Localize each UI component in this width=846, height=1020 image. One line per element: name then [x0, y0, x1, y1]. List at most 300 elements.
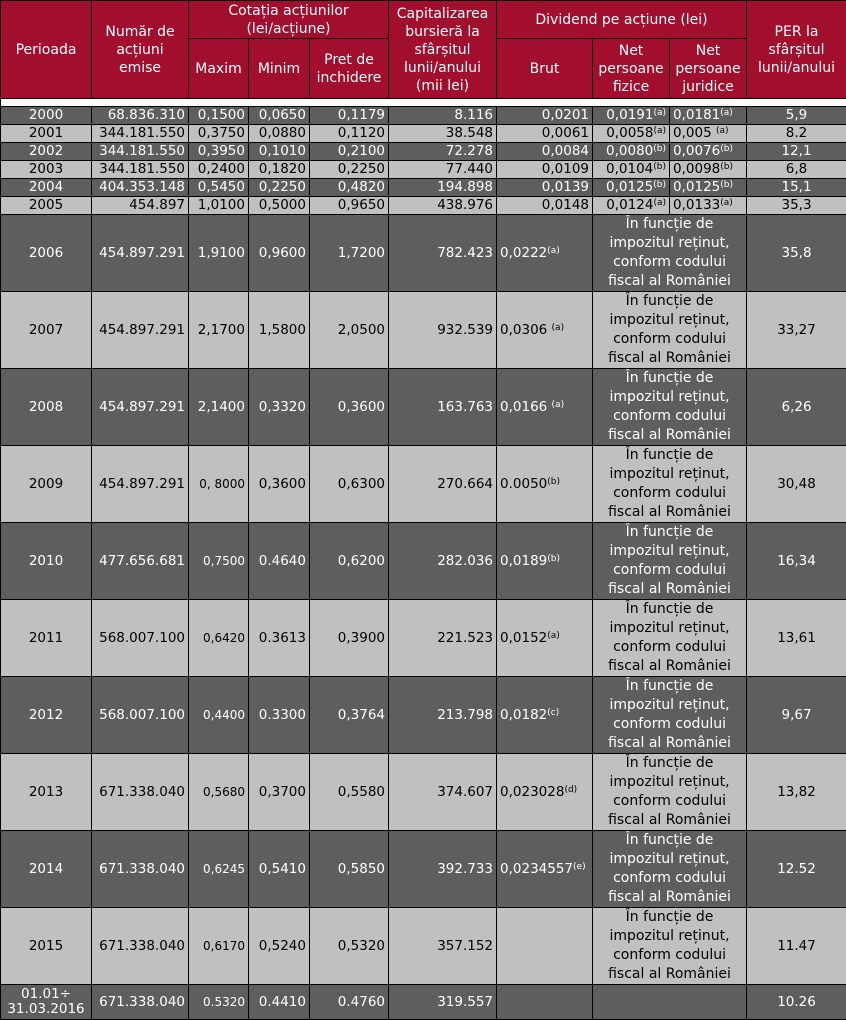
cell-close [310, 292, 389, 369]
cell-brut [497, 143, 593, 161]
cell-shares [92, 161, 189, 179]
cell-min [249, 179, 310, 197]
table-row [1, 179, 846, 197]
cell-close-value: 0,4820 [338, 179, 385, 195]
cell-shares [92, 677, 189, 754]
cell-close-value: 0,5850 [338, 861, 385, 877]
cell-per [747, 107, 846, 125]
cell-net-note: În funcție de impozitul reținut, conform codului fiscal al României [593, 215, 747, 292]
cell-per [747, 125, 846, 143]
cell-brut-value: 0,0306 [500, 322, 552, 338]
cell-shares-value: 454.897.291 [99, 476, 185, 492]
cell-min-value: 0.3613 [259, 630, 306, 646]
cell-max [189, 125, 249, 143]
cell-shares [92, 446, 189, 523]
cell-period [1, 754, 92, 831]
cell-cap [389, 446, 497, 523]
table-row [1, 523, 846, 600]
cell-cap [389, 215, 497, 292]
cell-net-fizice-value: 0,0058 [606, 125, 653, 141]
cell-net-fizice [593, 179, 670, 197]
cell-period-value: 2006 [29, 245, 63, 261]
cell-cap-value: 270.664 [437, 476, 493, 492]
cell-close [310, 215, 389, 292]
cell-per-value: 8.2 [786, 125, 807, 141]
cell-cap [389, 523, 497, 600]
cell-brut [497, 179, 593, 197]
cell-min [249, 292, 310, 369]
cell-period-value: 2013 [29, 784, 63, 800]
cell-shares-value: 454.897.291 [99, 245, 185, 261]
cell-brut-value: 0,0084 [542, 143, 589, 159]
cell-shares-value: 477.656.681 [99, 553, 185, 569]
table-row [1, 677, 846, 754]
cell-shares-value: 404.353.148 [99, 179, 185, 195]
cell-cap-value: 38.548 [446, 125, 493, 141]
cell-net-juridice-footnote: (b) [720, 180, 733, 190]
cell-brut [497, 215, 593, 292]
cell-period-line1: 01.01÷ [4, 987, 88, 1002]
cell-per [747, 523, 846, 600]
cell-max [189, 369, 249, 446]
cell-min-value: 0,5240 [259, 938, 306, 954]
cell-net-fizice [593, 161, 670, 179]
cell-net-fizice [593, 143, 670, 161]
cell-brut-footnote: (a) [547, 631, 560, 641]
cell-period-value: 2003 [29, 161, 63, 177]
cell-period-value: 2007 [29, 322, 63, 338]
table-row [1, 143, 846, 161]
cell-period-value: 2008 [29, 399, 63, 415]
cell-cap [389, 125, 497, 143]
cell-per-value: 13,82 [777, 784, 816, 800]
cell-shares [92, 908, 189, 985]
cell-max-value: 2,1400 [198, 399, 245, 415]
cell-min-value: 0,0880 [259, 125, 306, 141]
header-perioada: Perioada [1, 1, 92, 99]
cell-shares-value: 671.338.040 [99, 784, 185, 800]
cell-cap-value: 213.798 [437, 707, 493, 723]
cell-per [747, 143, 846, 161]
cell-net-fizice-value: 0,0125 [606, 179, 653, 195]
cell-per-value: 12.52 [777, 861, 816, 877]
cell-period-value: 2000 [29, 107, 63, 123]
cell-shares-value: 454.897.291 [99, 399, 185, 415]
cell-brut [497, 754, 593, 831]
cell-shares-value: 344.181.550 [99, 143, 185, 159]
cell-max [189, 831, 249, 908]
cell-max-value: 0,6420 [203, 631, 245, 645]
cell-brut-value: 0,0201 [542, 107, 589, 123]
cell-max [189, 292, 249, 369]
cell-min-value: 0.4640 [259, 553, 306, 569]
cell-shares [92, 197, 189, 215]
cell-cap-value: 374.607 [437, 784, 493, 800]
table-row [1, 754, 846, 831]
cell-net-juridice-footnote: (b) [720, 144, 733, 154]
cell-net-fizice-value: 0,0191 [606, 107, 653, 123]
cell-max-value: 0,7500 [203, 554, 245, 568]
cell-cap-value: 438.976 [437, 197, 493, 213]
cell-net-juridice-value: 0,0133 [673, 197, 720, 213]
cell-shares-value: 344.181.550 [99, 161, 185, 177]
cell-min-value: 0,5000 [259, 197, 306, 213]
cell-close-value: 0,3600 [338, 399, 385, 415]
cell-shares [92, 107, 189, 125]
cell-net-juridice-footnote: (b) [720, 162, 733, 172]
cell-max [189, 143, 249, 161]
cell-min-value: 1,5800 [259, 322, 306, 338]
cell-max-value: 0,5680 [203, 785, 245, 799]
cell-max [189, 523, 249, 600]
cell-brut-footnote: (b) [547, 554, 560, 564]
cell-period [1, 161, 92, 179]
cell-net-note: În funcție de impozitul reținut, conform codului fiscal al României [593, 292, 747, 369]
cell-brut-value: 0,0061 [542, 125, 589, 141]
cell-cap [389, 161, 497, 179]
cell-per-value: 15,1 [781, 179, 811, 195]
cell-net-fizice-footnote: (b) [653, 162, 666, 172]
cell-max-value: 0,6170 [203, 939, 245, 953]
cell-shares [92, 292, 189, 369]
cell-max-value: 0,3750 [198, 125, 245, 141]
cell-min [249, 523, 310, 600]
cell-max-value: 0,5450 [198, 179, 245, 195]
cell-shares-value: 68.836.310 [108, 107, 185, 123]
cell-cap-value: 221.523 [437, 630, 493, 646]
cell-brut [497, 908, 593, 985]
cell-cap [389, 107, 497, 125]
cell-min [249, 107, 310, 125]
cell-shares [92, 179, 189, 197]
cell-per [747, 292, 846, 369]
cell-brut-value: 0,0139 [542, 179, 589, 195]
cell-brut-footnote: (e) [573, 862, 586, 872]
header-dividend: Dividend pe acțiune (lei) [497, 1, 747, 39]
cell-per-value: 6,26 [781, 399, 811, 415]
cell-shares [92, 125, 189, 143]
cell-net-note: În funcție de impozitul reținut, conform codului fiscal al României [593, 369, 747, 446]
cell-net-juridice [670, 107, 747, 125]
cell-brut-footnote: (d) [564, 785, 577, 795]
cell-shares [92, 985, 189, 1020]
cell-min [249, 677, 310, 754]
cell-close-value: 0,2100 [338, 143, 385, 159]
cell-net-fizice-value: 0,0124 [606, 197, 653, 213]
cell-period [1, 985, 92, 1020]
cell-min [249, 600, 310, 677]
cell-min [249, 143, 310, 161]
cell-shares-value: 671.338.040 [99, 994, 185, 1010]
cell-net-fizice-value: 0,0080 [606, 143, 653, 159]
cell-shares-value: 454.897 [129, 197, 185, 213]
cell-per-value: 12,1 [781, 143, 811, 159]
header-numar-actiuni: Număr de acțiuni emise [92, 1, 189, 99]
cell-per [747, 369, 846, 446]
header-net-fizice: Net persoane fizice [593, 39, 670, 99]
cell-cap-value: 77.440 [446, 161, 493, 177]
cell-close-value: 0,1179 [338, 107, 385, 123]
cell-period-line2: 31.03.2016 [4, 1002, 88, 1017]
cell-period [1, 523, 92, 600]
cell-period-value: 2014 [29, 861, 63, 877]
cell-cap-value: 782.423 [437, 245, 493, 261]
cell-period [1, 179, 92, 197]
cell-close [310, 179, 389, 197]
cell-cap [389, 677, 497, 754]
cell-close-value: 0,6300 [338, 476, 385, 492]
cell-cap [389, 600, 497, 677]
cell-close [310, 985, 389, 1020]
cell-cap-value: 72.278 [446, 143, 493, 159]
table-row [1, 292, 846, 369]
cell-max [189, 908, 249, 985]
cell-shares [92, 600, 189, 677]
cell-net-juridice [670, 197, 747, 215]
cell-period [1, 369, 92, 446]
cell-net-juridice-value: 0,005 [673, 125, 716, 141]
cell-max-value: 0.5320 [203, 995, 245, 1009]
cell-per-value: 16,34 [777, 553, 816, 569]
table-row [1, 908, 846, 985]
cell-shares-value: 344.181.550 [99, 125, 185, 141]
cell-brut-value: 0,0234557 [500, 861, 573, 877]
cell-max-value: 1,0100 [198, 197, 245, 213]
cell-brut-value: 0,0166 [500, 399, 552, 415]
cell-net-juridice [670, 125, 747, 143]
cell-per [747, 179, 846, 197]
cell-brut [497, 831, 593, 908]
cell-max-value: 0,2400 [198, 161, 245, 177]
cell-net-juridice-footnote: (a) [720, 108, 733, 118]
cell-cap [389, 369, 497, 446]
cell-max [189, 754, 249, 831]
cell-max [189, 677, 249, 754]
cell-per-value: 11.47 [777, 938, 816, 954]
cell-per-value: 10.26 [777, 994, 816, 1010]
cell-min-value: 0.4410 [259, 994, 306, 1010]
cell-net-fizice-footnote: (a) [653, 108, 666, 118]
cell-net-note: În funcție de impozitul reținut, conform codului fiscal al României [593, 831, 747, 908]
cell-per [747, 831, 846, 908]
cell-shares [92, 369, 189, 446]
cell-max-value: 0,6245 [203, 862, 245, 876]
header-cotatia: Cotația acțiunilor (lei/acțiune) [189, 1, 389, 39]
cell-per [747, 985, 846, 1020]
cell-close [310, 908, 389, 985]
cell-brut [497, 161, 593, 179]
cell-brut-footnote: (c) [547, 708, 559, 718]
cell-net-juridice-value: 0,0076 [673, 143, 720, 159]
cell-net-note: În funcție de impozitul reținut, conform codului fiscal al României [593, 523, 747, 600]
cell-brut-footnote: (a) [552, 323, 565, 333]
cell-period-value: 2012 [29, 707, 63, 723]
table-row [1, 446, 846, 523]
cell-net-note: În funcție de impozitul reținut, conform codului fiscal al României [593, 754, 747, 831]
cell-cap [389, 908, 497, 985]
cell-shares [92, 215, 189, 292]
cell-period-value: 2010 [29, 553, 63, 569]
cell-brut [497, 523, 593, 600]
cell-brut-value: 0,023028 [500, 784, 564, 800]
cell-period [1, 197, 92, 215]
cell-close [310, 600, 389, 677]
header-maxim: Maxim [189, 39, 249, 99]
cell-per-value: 33,27 [777, 322, 816, 338]
cell-min [249, 985, 310, 1020]
cell-max-value: 0,1500 [198, 107, 245, 123]
cell-max [189, 107, 249, 125]
cell-min [249, 197, 310, 215]
cell-min-value: 0,2250 [259, 179, 306, 195]
cell-min-value: 0,5410 [259, 861, 306, 877]
cell-period [1, 600, 92, 677]
cell-period [1, 677, 92, 754]
cell-shares [92, 831, 189, 908]
cell-net-fizice-footnote: (a) [653, 198, 666, 208]
cell-close-value: 0,5580 [338, 784, 385, 800]
cell-per [747, 161, 846, 179]
cell-brut-value: 0,0152 [500, 630, 547, 646]
cell-close [310, 125, 389, 143]
cell-brut-value: 0,0109 [542, 161, 589, 177]
cell-per [747, 446, 846, 523]
header-pret-inchidere: Pret de inchidere [310, 39, 389, 99]
cell-cap-value: 392.733 [437, 861, 493, 877]
cell-brut [497, 677, 593, 754]
cell-per [747, 215, 846, 292]
header-capitalizarea: Capitalizarea bursieră la sfârșitul lunii/anului (mii lei) [389, 1, 497, 99]
cell-shares-value: 671.338.040 [99, 861, 185, 877]
cell-brut [497, 197, 593, 215]
table-row [1, 125, 846, 143]
table-body [1, 99, 846, 1020]
table-row [1, 197, 846, 215]
cell-shares-value: 568.007.100 [99, 707, 185, 723]
cell-brut-value: 0,0148 [542, 197, 589, 213]
cell-shares [92, 143, 189, 161]
cell-shares-value: 568.007.100 [99, 630, 185, 646]
cell-per-value: 9,67 [781, 707, 811, 723]
cell-per [747, 908, 846, 985]
cell-close [310, 446, 389, 523]
cell-min-value: 0,3320 [259, 399, 306, 415]
cell-shares [92, 523, 189, 600]
cell-min [249, 161, 310, 179]
cell-brut [497, 985, 593, 1020]
cell-cap-value: 357.152 [437, 938, 493, 954]
cell-net-juridice-footnote: (a) [720, 198, 733, 208]
header-minim: Minim [249, 39, 310, 99]
cell-min [249, 754, 310, 831]
cell-min-value: 0,0650 [259, 107, 306, 123]
cell-close-value: 0.4760 [338, 994, 385, 1010]
cell-max [189, 215, 249, 292]
cell-cap [389, 197, 497, 215]
cell-per [747, 677, 846, 754]
cell-net-fizice-value: 0,0104 [606, 161, 653, 177]
cell-shares-value: 671.338.040 [99, 938, 185, 954]
cell-net-empty [593, 985, 747, 1020]
cell-min [249, 446, 310, 523]
cell-net-note: În funcție de impozitul reținut, conform codului fiscal al României [593, 600, 747, 677]
table-row [1, 369, 846, 446]
cell-close [310, 369, 389, 446]
cell-net-juridice [670, 143, 747, 161]
cell-net-fizice [593, 125, 670, 143]
header-per: PER la sfârșitul lunii/anului [747, 1, 846, 99]
cell-net-note: În funcție de impozitul reținut, conform codului fiscal al României [593, 677, 747, 754]
header-net-juridice: Net persoane juridice [670, 39, 747, 99]
cell-per-value: 35,8 [781, 245, 811, 261]
cell-period-value: 2005 [29, 197, 63, 213]
cell-cap-value: 282.036 [437, 553, 493, 569]
cell-per [747, 754, 846, 831]
cell-brut [497, 446, 593, 523]
cell-close [310, 161, 389, 179]
cell-per [747, 600, 846, 677]
cell-net-juridice [670, 161, 747, 179]
cell-min [249, 215, 310, 292]
cell-cap [389, 292, 497, 369]
cell-max [189, 197, 249, 215]
cell-shares-value: 454.897.291 [99, 322, 185, 338]
cell-period-value: 2002 [29, 143, 63, 159]
cell-cap [389, 831, 497, 908]
cell-cap-value: 319.557 [437, 994, 493, 1010]
table-row [1, 161, 846, 179]
cell-brut-value: 0.0050 [500, 476, 547, 492]
cell-per-value: 35,3 [781, 197, 811, 213]
cell-cap-value: 194.898 [437, 179, 493, 195]
cell-net-fizice-footnote: (b) [653, 180, 666, 190]
cell-net-fizice-footnote: (b) [653, 144, 666, 154]
cell-period-value: 2001 [29, 125, 63, 141]
cell-min-value: 0,1010 [259, 143, 306, 159]
cell-net-juridice-value: 0,0098 [673, 161, 720, 177]
cell-close [310, 754, 389, 831]
cell-period-value: 2004 [29, 179, 63, 195]
cell-cap [389, 143, 497, 161]
cell-close [310, 197, 389, 215]
cell-max-value: 0, 8000 [199, 477, 245, 491]
header-brut: Brut [497, 39, 593, 99]
cell-net-fizice [593, 107, 670, 125]
cell-period-value: 2011 [29, 630, 63, 646]
cell-max-value: 0,4400 [203, 708, 245, 722]
cell-period [1, 215, 92, 292]
cell-period [1, 107, 92, 125]
cell-close-value: 2,0500 [338, 322, 385, 338]
cell-brut [497, 600, 593, 677]
cell-period [1, 143, 92, 161]
cell-per-value: 13,61 [777, 630, 816, 646]
cell-period [1, 831, 92, 908]
cell-close-value: 0,3900 [338, 630, 385, 646]
cell-net-fizice-footnote: (a) [653, 126, 666, 136]
cell-max-value: 2,1700 [198, 322, 245, 338]
cell-min-value: 0,3700 [259, 784, 306, 800]
cell-max [189, 985, 249, 1020]
cell-net-note: În funcție de impozitul reținut, conform codului fiscal al României [593, 908, 747, 985]
cell-period-value: 2009 [29, 476, 63, 492]
cell-brut-value: 0,0182 [500, 707, 547, 723]
cell-min [249, 908, 310, 985]
cell-net-juridice-value: 0,0125 [673, 179, 720, 195]
cell-close-value: 0,9650 [338, 197, 385, 213]
cell-min [249, 831, 310, 908]
cell-cap [389, 754, 497, 831]
